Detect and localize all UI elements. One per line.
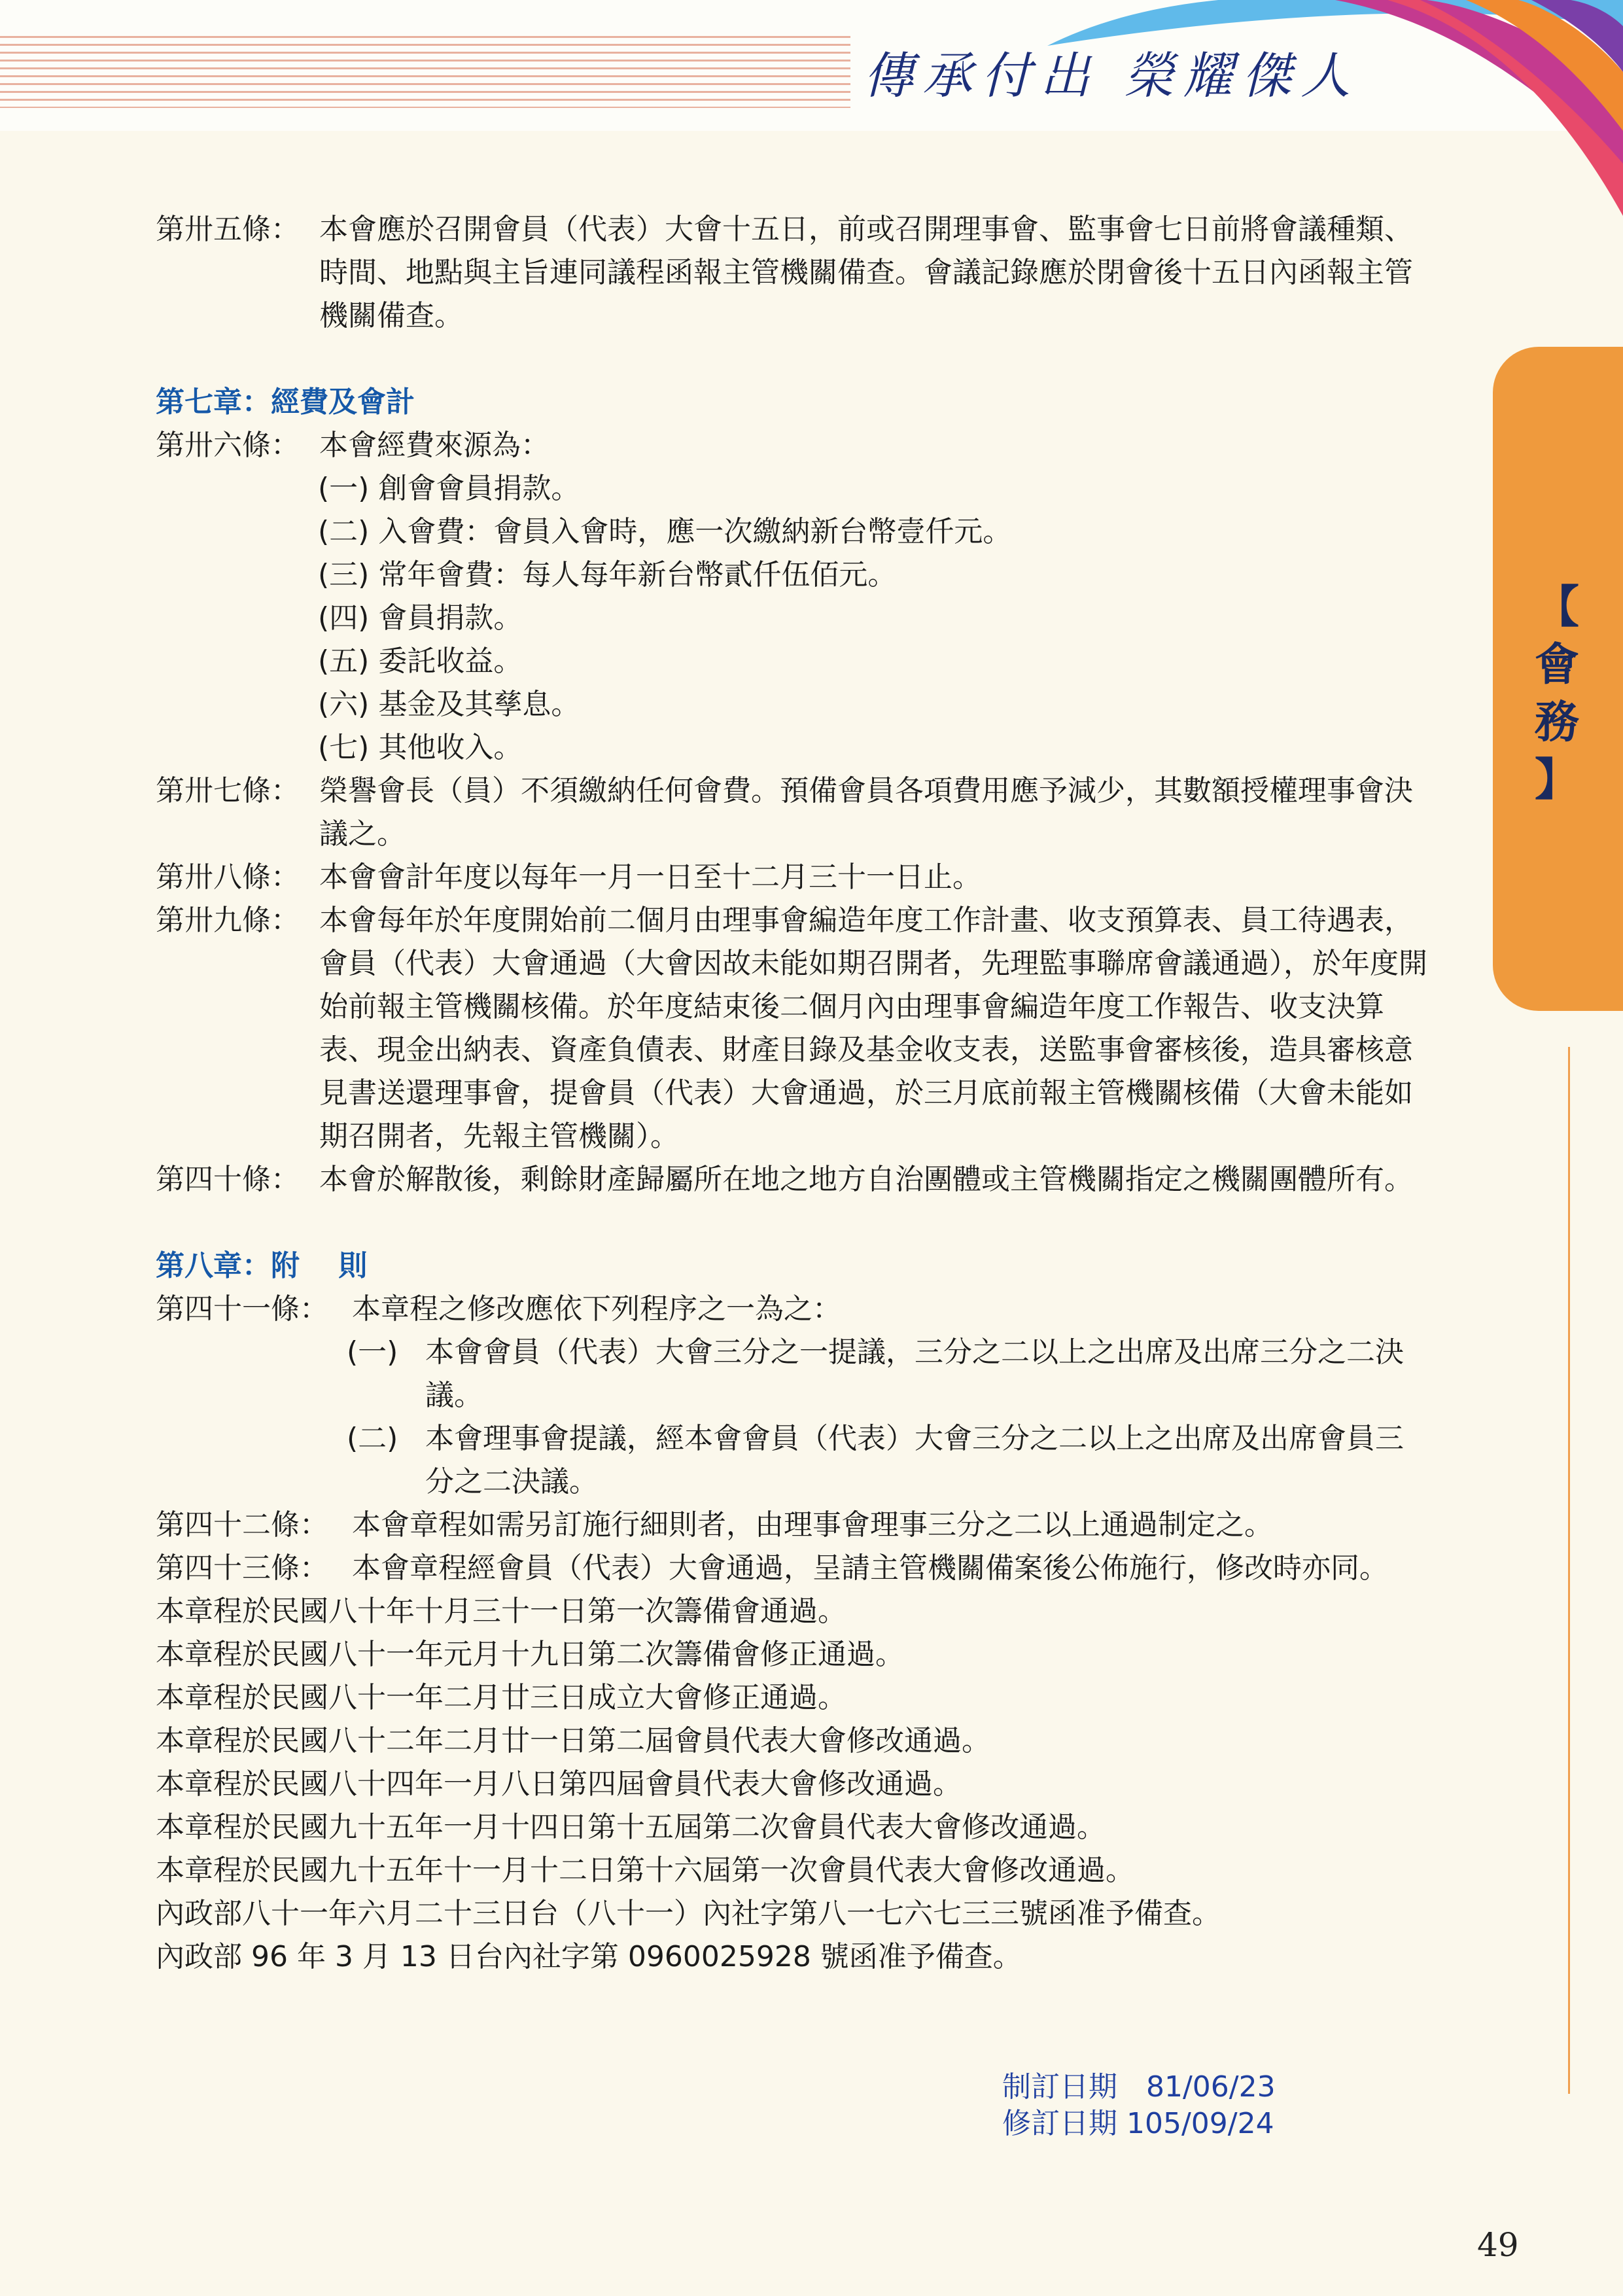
article-text: 本會應於召開會員（代表）大會十五日，前或召開理事會、監事會七日前將會議種類、時間、地點與主旨連同議程函報主管機關備查。會議記錄應於閉會後十五日內函報主管機關備查。	[319, 213, 1413, 332]
article-text: 本會章程經會員（代表）大會通過，呈請主管機關備案後公佈施行，修改時亦同。	[352, 1551, 1388, 1585]
list-item: (七) 其他收入。	[318, 731, 523, 764]
list-item-text: 本會理事會提議，經本會會員（代表）大會三分之二以上之出席及出席會員三分之二決議。	[425, 1422, 1404, 1498]
side-tab-label	[1524, 579, 1590, 809]
article-36	[156, 424, 1431, 467]
list-item-number: (二)	[347, 1422, 398, 1455]
list-item-number: (一)	[347, 1335, 398, 1369]
history-line: 本章程於民國九十五年十一月十二日第十六屆第一次會員代表大會修改通過。	[156, 1854, 1134, 1887]
article-label: 第四十條：	[156, 1163, 300, 1196]
history-line: 本章程於民國八十一年元月十九日第二次籌備會修正通過。	[156, 1638, 904, 1671]
list-item: (三) 常年會費：每人每年新台幣貳仟伍佰元。	[318, 558, 897, 592]
article-label: 第四十二條：	[156, 1508, 328, 1542]
list-item	[156, 1331, 1431, 1417]
article-text: 本會會計年度以每年一月一日至十二月三十一日止。	[319, 860, 981, 894]
list-item: (一) 創會會員捐款。	[318, 472, 580, 505]
bylaws-body	[156, 208, 1431, 1979]
side-tab-char: 務	[1534, 697, 1579, 749]
list-item: (四) 會員捐款。	[318, 601, 523, 635]
article-label: 第卅七條：	[156, 774, 300, 807]
side-tab-char: 會	[1534, 639, 1579, 691]
history-line: 本章程於民國八十二年二月廿一日第二屆會員代表大會修改通過。	[156, 1724, 990, 1757]
history-line: 內政部八十一年六月二十三日台（八十一）內社字第八一七六七三三號函准予備查。	[156, 1897, 1221, 1930]
chapter-7-heading: 第七章：經費及會計	[156, 385, 415, 419]
chapter-8-heading: 第八章：附 則	[156, 1249, 368, 1282]
list-item-text: 本會會員（代表）大會三分之一提議，三分之二以上之出席及出席三分之二決議。	[425, 1335, 1404, 1412]
side-tab-char: 】	[1534, 754, 1579, 806]
article-40	[156, 1158, 1431, 1201]
article-text: 本會章程如需另訂施行細則者，由理事會理事三分之二以上通過制定之。	[352, 1508, 1273, 1542]
history-line: 本章程於民國八十年十月三十一日第一次籌備會通過。	[156, 1595, 846, 1628]
article-37	[156, 769, 1431, 856]
header-motto: 傳承付出 榮耀傑人	[864, 46, 1360, 105]
article-text: 本會於解散後，剩餘財產歸屬所在地之地方自治團體或主管機關指定之機關團體所有。	[319, 1163, 1413, 1196]
side-tab-char: 【	[1534, 582, 1579, 633]
article-label: 第卅五條：	[156, 213, 300, 246]
side-divider-line	[1568, 1047, 1570, 2094]
list-item: (六) 基金及其孳息。	[318, 688, 580, 721]
list-item: (五) 委託收益。	[318, 645, 523, 678]
page-number: 49	[1477, 2226, 1519, 2264]
header-stripes	[0, 36, 850, 108]
article-label: 第卅九條：	[156, 904, 300, 937]
history-line: 內政部 96 年 3 月 13 日台內社字第 0960025928 號函准予備查。	[156, 1940, 1022, 1973]
article-label: 第四十三條：	[156, 1551, 328, 1585]
history-line: 本章程於民國八十一年二月廿三日成立大會修正通過。	[156, 1681, 846, 1714]
article-label: 第四十一條：	[156, 1292, 328, 1326]
article-35	[156, 208, 1431, 338]
article-text: 榮譽會長（員）不須繳納任何會費。預備會員各項費用應予減少，其數額授權理事會決議之。	[319, 774, 1413, 851]
article-label: 第卅八條：	[156, 860, 300, 894]
article-text: 本章程之修改應依下列程序之一為之：	[352, 1292, 841, 1326]
history-line: 本章程於民國九十五年一月十四日第十五屆第二次會員代表大會修改通過。	[156, 1810, 1106, 1844]
article-text: 本會經費來源為：	[319, 429, 550, 462]
article-38	[156, 856, 1431, 899]
history-line: 本章程於民國八十四年一月八日第四屆會員代表大會修改通過。	[156, 1767, 962, 1801]
revised-date: 修訂日期 105/09/24	[1002, 2107, 1274, 2140]
revision-dates	[1002, 2069, 1276, 2142]
article-39	[156, 899, 1431, 1158]
list-item: (二) 入會費：會員入會時，應一次繳納新台幣壹仟元。	[318, 515, 1012, 548]
article-42	[156, 1504, 1431, 1547]
article-label: 第卅六條：	[156, 429, 300, 462]
article-43	[156, 1547, 1431, 1590]
list-item	[156, 1417, 1431, 1504]
article-41	[156, 1288, 1431, 1331]
article-text: 本會每年於年度開始前二個月由理事會編造年度工作計畫、收支預算表、員工待遇表，會員（代表）大會通過（大會因故未能如期召開者，先理監事聯席會議通過），於年度開始前報主管機關核備。於年度結束後二個月內由理事會編造年度工作報告、收支決算表、現金出納表、資產負債表、財產目錄及基金收支表，送監事會審核後，造具審核意見書送還理事會，提會員（代表）大會通過，於三月底前報主管機關核備（大會未能如期召開者，先報主管機關）。	[319, 904, 1427, 1153]
enacted-date: 制訂日期 81/06/23	[1002, 2070, 1276, 2104]
